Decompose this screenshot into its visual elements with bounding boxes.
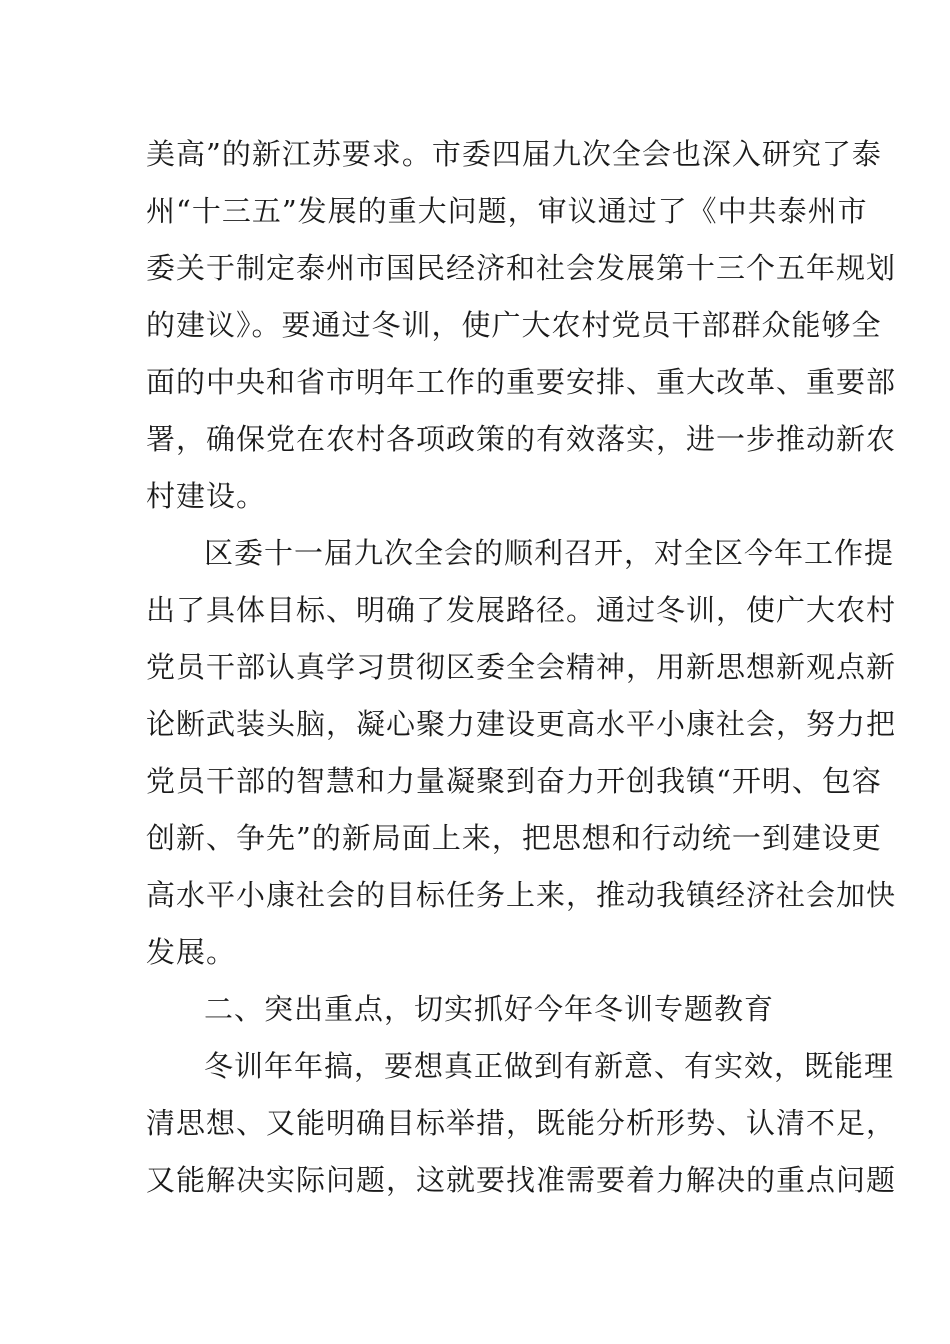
text-line: 论断武装头脑，凝心聚力建设更高水平小康社会，努力把 bbox=[146, 707, 897, 741]
text-line: 美高”的新江苏要求。市委四届九次全会也深入研究了泰 bbox=[146, 137, 882, 171]
text-line: 清思想、又能明确目标举措，既能分析形势、认清不足， bbox=[146, 1106, 897, 1140]
text-line: 党员干部的智慧和力量凝聚到奋力开创我镇“开明、包容 bbox=[146, 764, 882, 798]
text-line: 署，确保党在农村各项政策的有效落实，进一步推动新农 bbox=[146, 422, 897, 456]
text-line: 党员干部认真学习贯彻区委全会精神，用新思想新观点新 bbox=[146, 650, 897, 684]
body-text bbox=[146, 126, 897, 1209]
text-line: 高水平小康社会的目标任务上来，推动我镇经济社会加快 bbox=[146, 878, 897, 912]
text-line: 面的中央和省市明年工作的重要安排、重大改革、重要部 bbox=[146, 365, 897, 399]
text-line: 州“十三五”发展的重大问题，审议通过了《中共泰州市 bbox=[146, 194, 868, 228]
paragraph-start-line: 冬训年年搞，要想真正做到有新意、有实效，既能理 bbox=[204, 1049, 895, 1083]
text-line: 创新、争先”的新局面上来，把思想和行动统一到建设更 bbox=[146, 821, 882, 855]
text-line: 的建议》。要通过冬训，使广大农村党员干部群众能够全 bbox=[146, 308, 882, 342]
text-line: 委关于制定泰州市国民经济和社会发展第十三个五年规划 bbox=[146, 251, 897, 285]
paragraph-start-line: 区委十一届九次全会的顺利召开，对全区今年工作提 bbox=[204, 536, 895, 570]
text-line: 又能解决实际问题，这就要找准需要着力解决的重点问题 bbox=[146, 1163, 897, 1197]
text-line: 发展。 bbox=[146, 935, 237, 969]
text-line: 村建设。 bbox=[146, 479, 267, 513]
section-heading: 二、突出重点，切实抓好今年冬训专题教育 bbox=[204, 992, 775, 1026]
text-line: 出了具体目标、明确了发展路径。通过冬训，使广大农村 bbox=[146, 593, 897, 627]
